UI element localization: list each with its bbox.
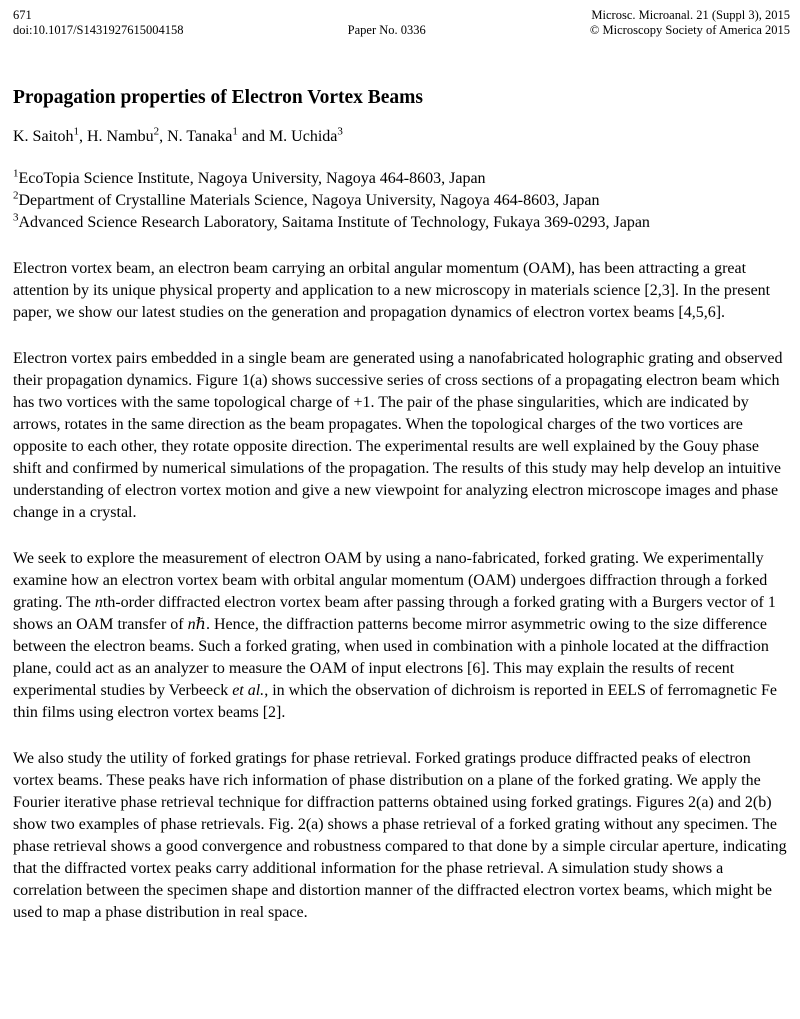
page-header [13,8,790,38]
paragraph-vortex-pairs: Electron vortex pairs embedded in a single beam are generated using a nanofabricated holographic grating and observed their propagation dynamics. Figure 1(a) shows successive series of cross sections of a propagating electron beam which has two vortices with the same topological charge of +1. The pair of the phase singularities, which are indicated by arrows, rotates in the same direction as the beam propagates. When the topological charges of the two vortices are opposite to each other, they rotate opposite direction. The experimental results are well explained by the Gouy phase shift and confirmed by numerical simulations of the propagation. The results of this study may help develop an intuitive understanding of electron vortex motion and give a new viewpoint for analyzing electron microscope images and phase change in a crystal. [13,350,783,521]
paragraph-segment-italic: et al. [232,682,265,699]
author-affiliation-ref: 3 [337,125,343,138]
affiliation-text: Advanced Science Research Laboratory, Saitama Institute of Technology, Fukaya 369-0293, Japan [18,214,650,231]
affiliation-line [13,168,790,190]
paragraph-segment-italic: n [94,594,103,611]
affiliation-number: 1 [13,167,19,180]
affiliation-text: EcoTopia Science Institute, Nagoya University, Nagoya 464-8603, Japan [18,170,486,187]
paragraph-segment: . Hence, the diffraction patterns become mirror asymmetric owing to the size difference between the electron beams. Such a forked grating, when used in combination with a pinhole located at the diffraction plane, could act as an analyzer to measure the OAM of input electrons [6]. This may explain the results of recent experimental studies by Verbeeck [13,616,769,699]
paragraph-intro: Electron vortex beam, an electron beam carrying an orbital angular momentum (OAM), has been attracting a great attention by its unique physical property and application to a new microscopy in materials science [2,3]. In the present paper, we show our latest studies on the generation and propagation dynamics of electron vortex beams [4,5,6]. [13,260,771,321]
page-number: 671 [13,8,32,22]
affiliation-line [13,190,790,212]
affiliations-block [13,168,790,234]
paragraph-segment-italic: nℏ [187,616,206,633]
affiliation-number: 3 [13,211,19,224]
paragraph-phase-retrieval: We also study the utility of forked gratings for phase retrieval. Forked gratings produce diffracted peaks of electron vortex beams. These peaks have rich information of phase distribution on a plane of the forked grating. We apply the Fourier iterative phase retrieval technique for diffraction patterns obtained using forked gratings. Figures 2(a) and 2(b) show two examples of phase retrievals. Fig. 2(a) shows a phase retrieval of a forked grating without any specimen. The phase retrieval shows a good convergence and robustness compared to that done by a simple circular aperture, indicating that the diffracted vortex peaks carry additional information for the phase retrieval. A simulation study shows a correlation between the specimen shape and distortion manner of the diffracted electron vortex beams, which might be used to map a phase distribution in real space. [13,750,787,921]
copyright-notice: © Microscopy Society of America 2015 [589,23,790,37]
author-name: , N. Tanaka [159,128,233,145]
affiliation-number: 2 [13,189,19,202]
paper-title: Propagation properties of Electron Vortex Beams [13,87,424,108]
authors-line [13,126,790,148]
header-right [590,8,790,38]
doi: doi:10.1017/S1431927615004158 [13,23,184,37]
journal-citation: Microsc. Microanal. 21 (Suppl 3), 2015 [591,8,790,22]
affiliation-text: Department of Crystalline Materials Science, Nagoya University, Nagoya 464-8603, Japan [18,192,600,209]
paper-number: Paper No. 0336 [347,23,426,37]
author-affiliation-ref: 1 [73,125,79,138]
author-name: and M. Uchida [237,128,338,145]
paragraph-oam-measurement [13,548,790,724]
affiliation-line [13,212,790,234]
paragraph-segment: , in which the observation of dichroism is reported in EELS of ferromagnetic Fe thin films using electron vortex beams [2]. [13,682,777,721]
author-name: K. Saitoh [13,128,74,145]
paragraph-segment: th-order diffracted electron vortex beam after passing through a forked grating with a Burgers vector of 1 shows an OAM transfer of [13,594,776,633]
author-affiliation-ref: 2 [153,125,160,138]
header-left [13,8,184,38]
author-name: , H. Nambu [78,128,154,145]
author-affiliation-ref: 1 [232,125,238,138]
paragraph-segment: We seek to explore the measurement of electron OAM by using a nano-fabricated, forked grating. We experimentally examine how an electron vortex beam with orbital angular momentum (OAM) undergoes diffraction through a forked grating. The [13,550,768,611]
